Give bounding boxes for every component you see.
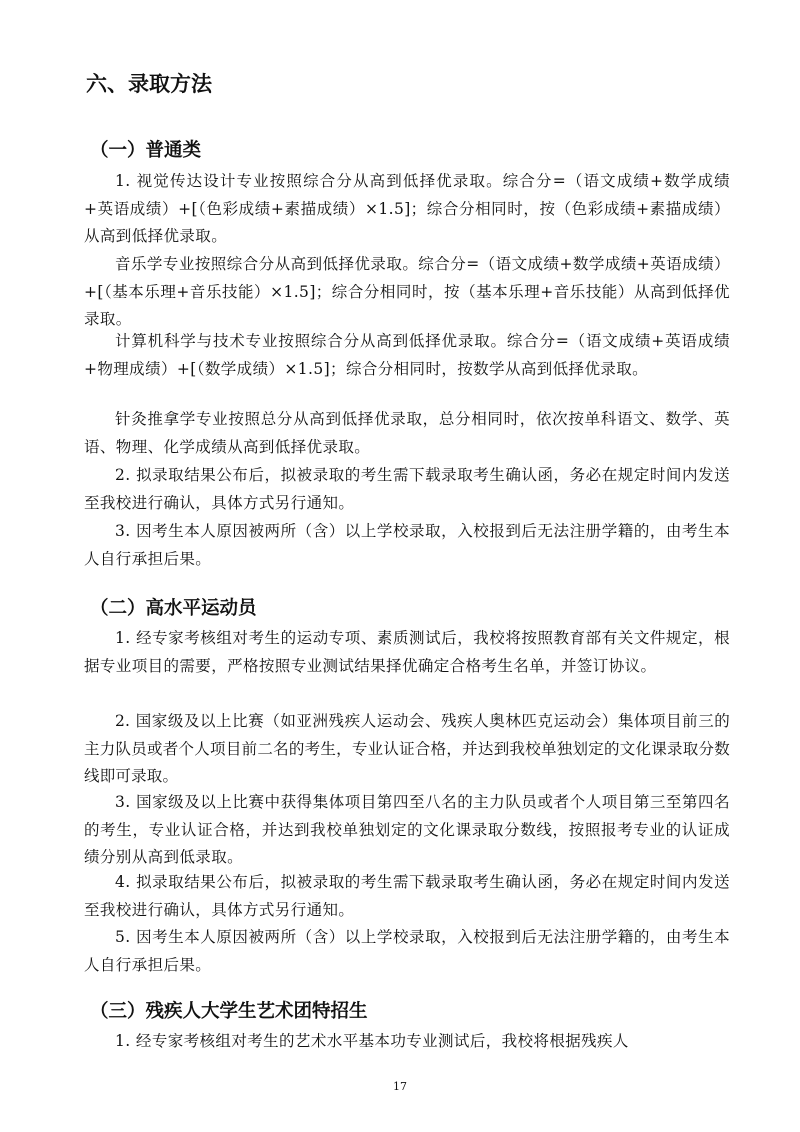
paragraph-computer-science: 计算机科学与技术专业按照综合分从高到低择优录取。综合分=（语文成绩+英语成绩+物理成绩）+[（数学成绩）×1.5]；综合分相同时，按数学从高到低择优录取。 xyxy=(84,332,730,378)
paragraph-athlete-confirmation: 4. 拟录取结果公布后，拟被录取的考生需下载录取考生确认函，务必在规定时间内发送至我校进行确认，具体方式另行通知。 xyxy=(84,873,730,919)
paragraph-general-confirmation: 2. 拟录取结果公布后，拟被录取的考生需下载录取考生确认函，务必在规定时间内发送至我校进行确认，具体方式另行通知。 xyxy=(84,466,730,512)
paragraph-athlete-registration: 5. 因考生本人原因被两所（含）以上学校录取，入校报到后无法注册学籍的，由考生本人自行承担后果。 xyxy=(84,928,730,974)
paragraph-athlete-fourth-to-eighth: 3. 国家级及以上比赛中获得集体项目第四至八名的主力队员或者个人项目第三至第四名的考生，专业认证合格，并达到我校单独划定的文化课录取分数线，按照报考专业的认证成绩分别从高到低录取。 xyxy=(84,793,730,866)
subsection-heading-general: （一）普通类 xyxy=(90,140,202,161)
paragraph-art-troupe-assessment: 1. 经专家考核组对考生的艺术水平基本功专业测试后，我校将根据残疾人 xyxy=(115,1032,629,1050)
paragraph-acupuncture: 针灸推拿学专业按照总分从高到低择优录取，总分相同时，依次按单科语文、数学、英语、物理、化学成绩从高到低择优录取。 xyxy=(84,410,730,456)
subsection-heading-athletes: （二）高水平运动员 xyxy=(90,598,257,619)
page-number: 17 xyxy=(393,1080,407,1093)
paragraph-athlete-assessment: 1. 经专家考核组对考生的运动专项、素质测试后，我校将按照教育部有关文件规定，根据专业项目的需要，严格按照专业测试结果择优确定合格考生名单，并签订协议。 xyxy=(84,629,730,675)
paragraph-athlete-top-three: 2. 国家级及以上比赛（如亚洲残疾人运动会、残疾人奥林匹克运动会）集体项目前三的主力队员或者个人项目前二名的考生，专业认证合格，并达到我校单独划定的文化课录取分数线即可录取。 xyxy=(84,712,730,785)
section-title: 六、录取方法 xyxy=(86,72,212,96)
paragraph-musicology: 音乐学专业按照综合分从高到低择优录取。综合分=（语文成绩+数学成绩+英语成绩）+[（基本乐理+音乐技能）×1.5]；综合分相同时，按（基本乐理+音乐技能）从高到低择优录取。 xyxy=(84,255,730,328)
paragraph-general-registration: 3. 因考生本人原因被两所（含）以上学校录取，入校报到后无法注册学籍的，由考生本人自行承担后果。 xyxy=(84,522,730,568)
subsection-heading-art-troupe: （三）残疾人大学生艺术团特招生 xyxy=(90,1001,368,1022)
paragraph-visual-design: 1. 视觉传达设计专业按照综合分从高到低择优录取。综合分=（语文成绩+数学成绩+英语成绩）+[（色彩成绩+素描成绩）×1.5]；综合分相同时，按（色彩成绩+素描成绩）从高到低择优录取。 xyxy=(84,172,730,245)
